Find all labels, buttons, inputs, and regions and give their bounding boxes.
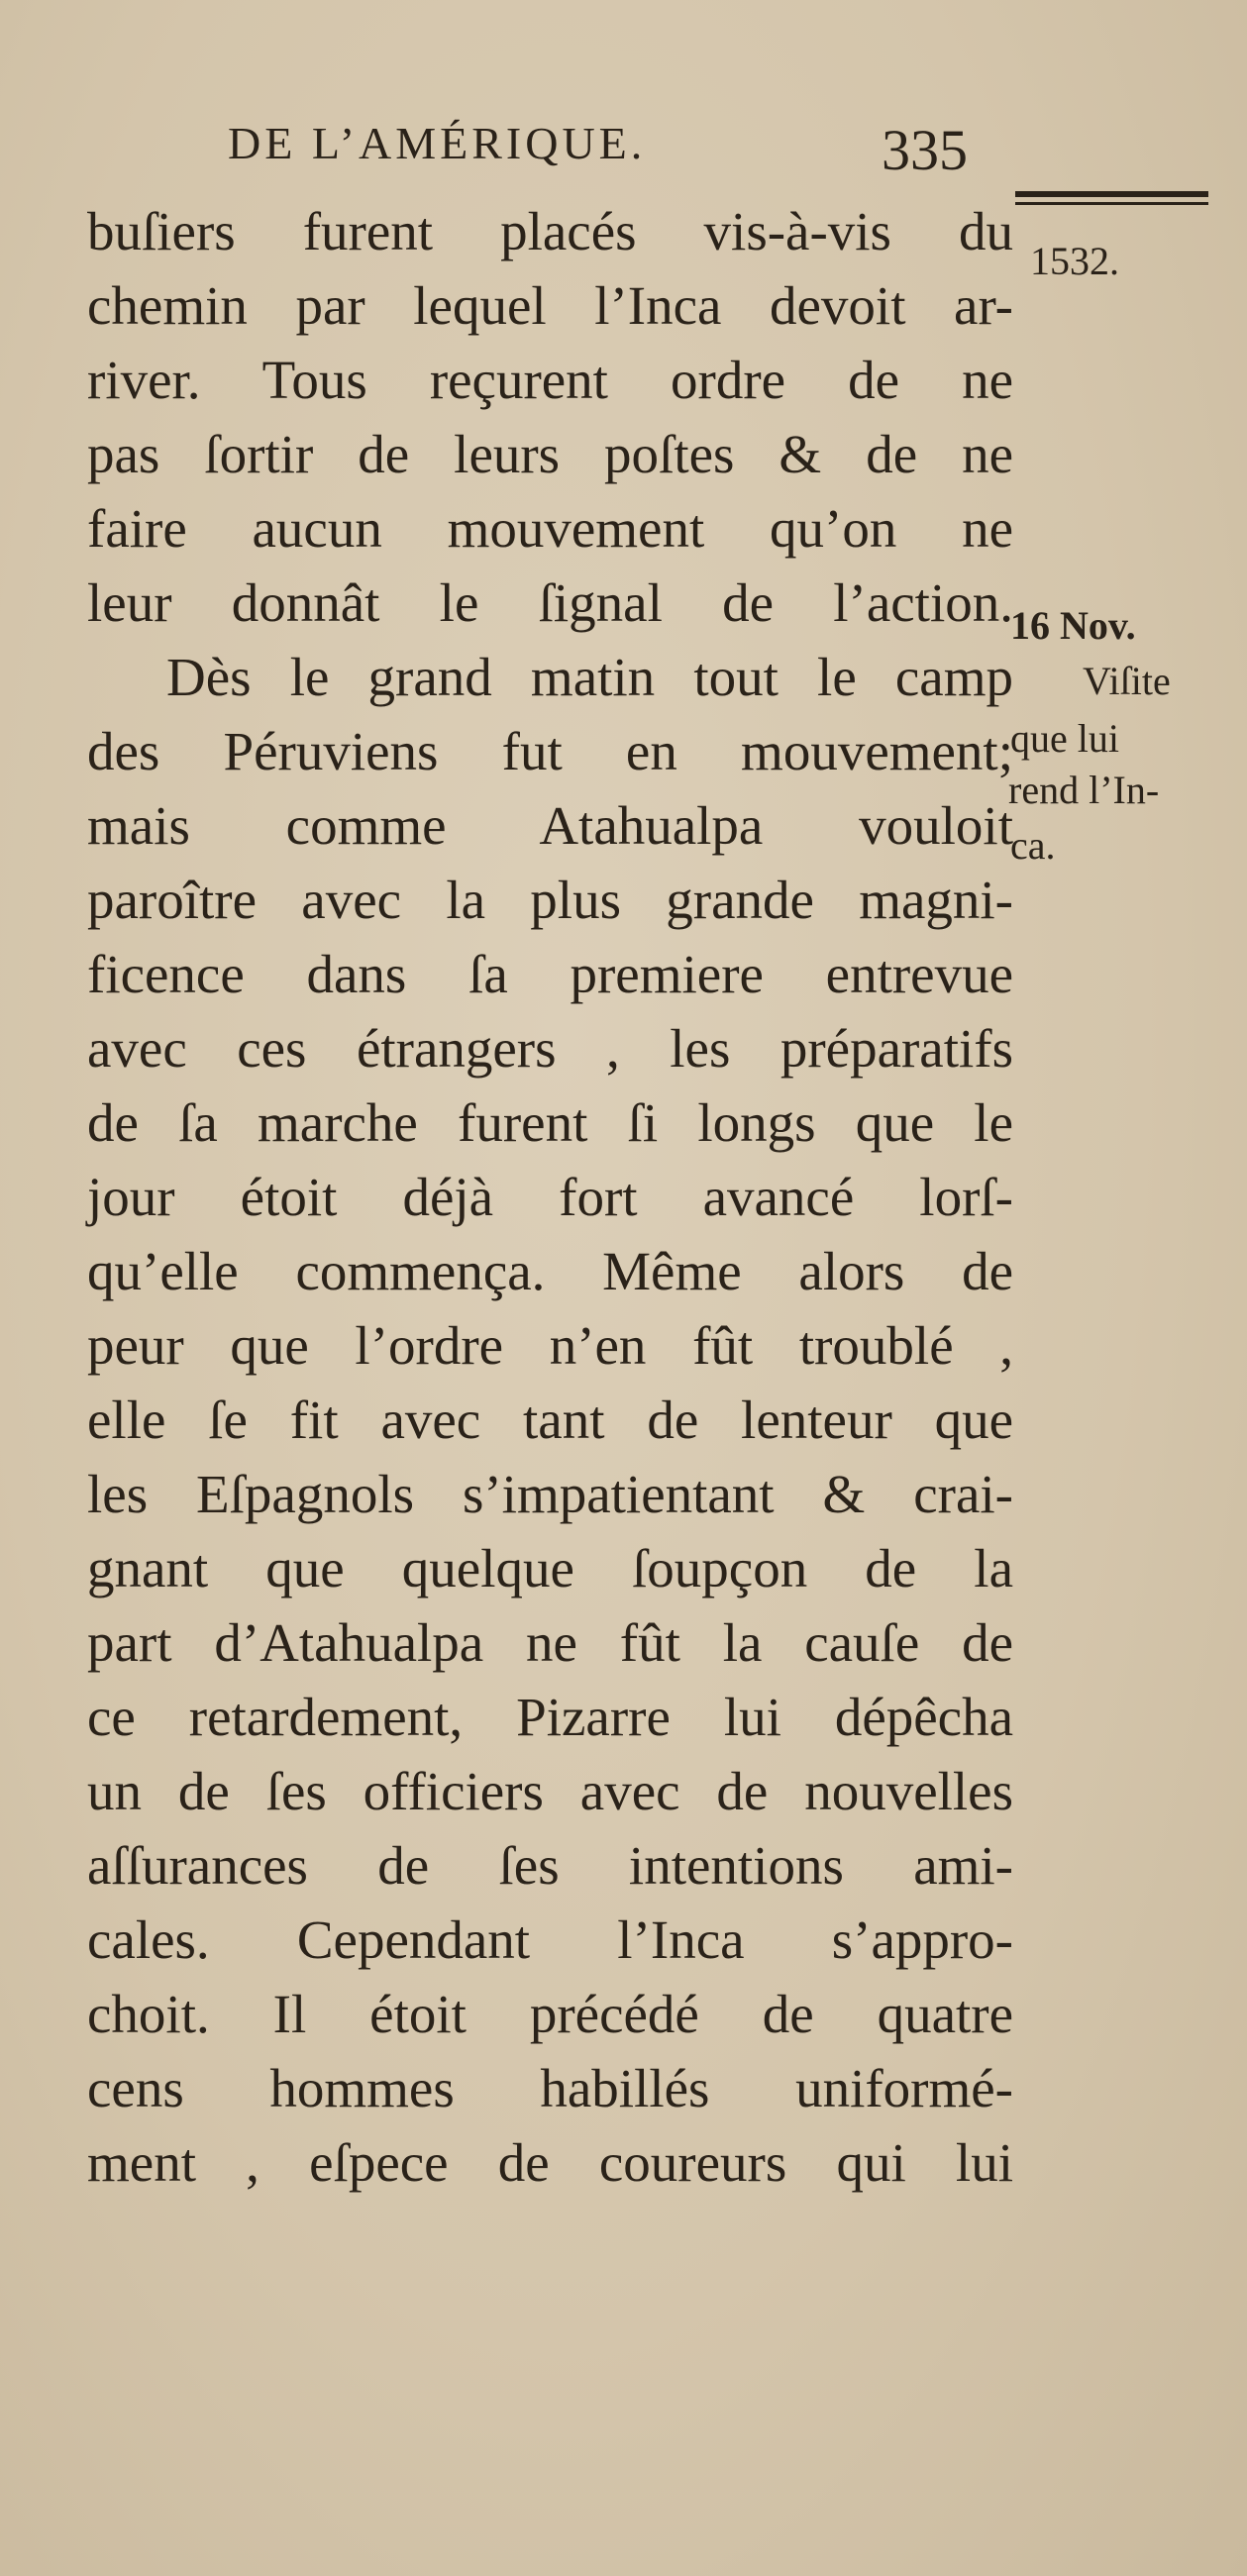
text-line: cales. Cependant l’Inca s’appro- [87, 1909, 1013, 1970]
text-line: buſiers furent placés vis-à-vis du [87, 201, 1013, 261]
text-line: les Eſpagnols s’impatientant & crai- [87, 1464, 1013, 1524]
page-number: 335 [882, 118, 968, 182]
text-line: elle ſe fit avec tant de lenteur que [87, 1390, 1013, 1450]
text-line: faire aucun mouvement qu’on ne [87, 498, 1013, 559]
text-line: gnant que quelque ſoupçon de la [87, 1538, 1013, 1598]
text-line: aſſurances de ſes intentions ami- [87, 1835, 1013, 1896]
text-line: river. Tous reçurent ordre de ne [87, 350, 1013, 410]
text-line: cens hommes habillés uniformé- [87, 2058, 1013, 2118]
margin-note-line: Viſite [1083, 659, 1171, 703]
text-line: mais comme Atahualpa vouloit [87, 795, 1013, 856]
margin-note-line: ca. [1010, 823, 1056, 868]
text-line: des Péruviens fut en mouvement; [87, 721, 1013, 781]
text-line: chemin par lequel l’Inca devoit ar- [87, 275, 1013, 336]
text-line: qu’elle commença. Même alors de [87, 1241, 1013, 1301]
margin-year: 1532. [1030, 239, 1119, 283]
text-line: choit. Il étoit précédé de quatre [87, 1984, 1013, 2044]
margin-note-line: rend l’In- [1008, 768, 1160, 812]
text-line: ficence dans ſa premiere entrevue [87, 944, 1013, 1004]
margin-date: 16 Nov. [1010, 603, 1136, 648]
text-line: leur donnât le ſignal de l’action. [87, 572, 1013, 633]
text-line: pas ſortir de leurs poſtes & de ne [87, 424, 1013, 484]
text-line: peur que l’ordre n’en fût troublé , [87, 1315, 1013, 1376]
text-line: avec ces étrangers , les préparatifs [87, 1018, 1013, 1079]
text-line: un de ſes officiers avec de nouvelles [87, 1761, 1013, 1821]
text-line: paroître avec la plus grande magni- [87, 870, 1013, 930]
body-text [87, 194, 1013, 2200]
text-line: de ſa marche furent ſi longs que le [87, 1092, 1013, 1153]
margin-note-line: que lui [1010, 716, 1119, 761]
margin-rule [1015, 191, 1208, 205]
running-header: DE L’AMÉRIQUE. [228, 118, 647, 168]
text-line: Dès le grand matin tout le camp [166, 647, 1013, 707]
text-line: jour étoit déjà fort avancé lorſ- [87, 1167, 1013, 1227]
text-line: ment , eſpece de coureurs qui lui [87, 2132, 1013, 2193]
text-line: part d’Atahualpa ne fût la cauſe de [87, 1612, 1013, 1673]
text-line: ce retardement, Pizarre lui dépêcha [87, 1687, 1013, 1747]
